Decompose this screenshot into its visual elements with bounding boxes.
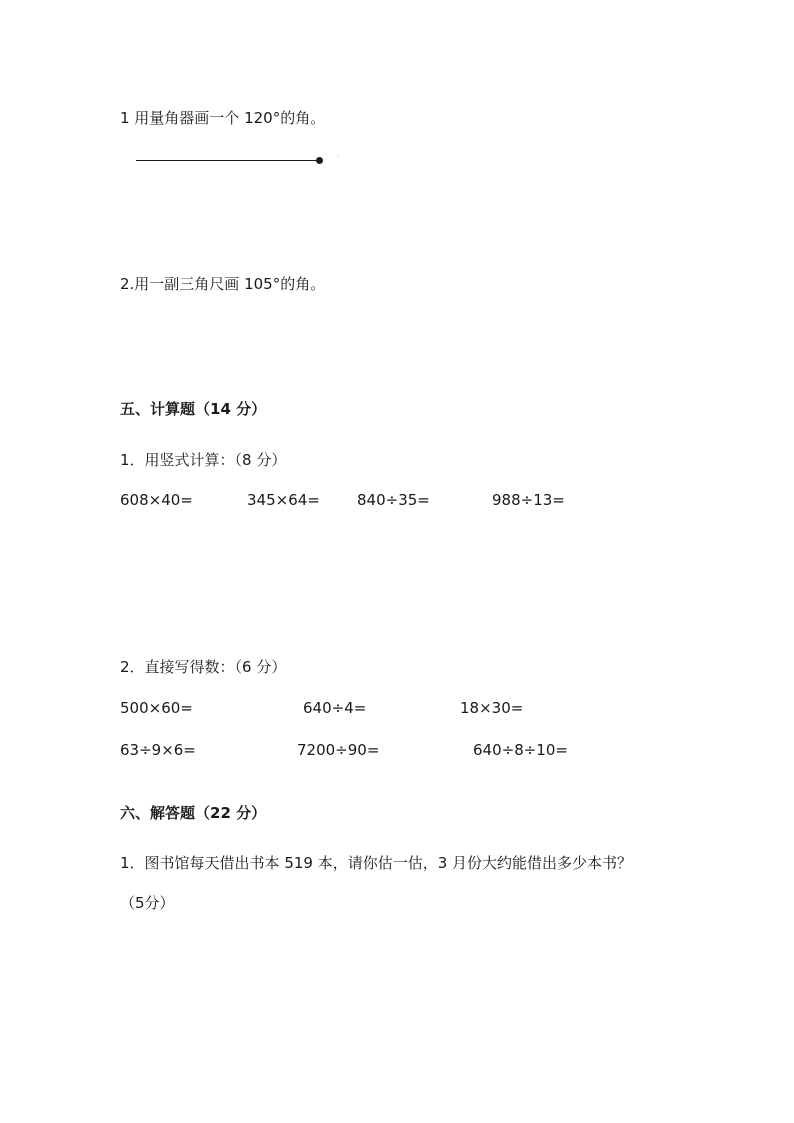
direct-calc-item: 640÷4= [303, 699, 367, 717]
section5-sub1-title: 1．用竖式计算：（8 分） [120, 451, 287, 469]
vertical-calc-item: 345×64= [247, 491, 320, 509]
direct-calc-item: 640÷8÷10= [473, 741, 568, 759]
faint-mark: ｀ [333, 154, 344, 167]
vertical-calc-item: 840÷35= [357, 491, 430, 509]
question-draw-105-angle: 2.用一副三角尺画 105°的角。 [120, 275, 326, 293]
vertical-calc-item: 608×40= [120, 491, 193, 509]
section6-title: 六、解答题（22 分） [120, 804, 267, 822]
section5-title: 五、计算题（14 分） [120, 400, 267, 418]
question-draw-120-angle: 1 用量角器画一个 120°的角。 [120, 109, 326, 127]
word-problem-line2: （5分） [120, 894, 175, 912]
angle-vertex-dot [316, 157, 323, 164]
direct-calc-item: 500×60= [120, 699, 193, 717]
section5-sub2-title: 2．直接写得数：（6 分） [120, 658, 287, 676]
angle-ray-line [136, 160, 320, 161]
direct-calc-item: 7200÷90= [297, 741, 380, 759]
direct-calc-item: 63÷9×6= [120, 741, 196, 759]
word-problem-line1: 1．图书馆每天借出书本 519 本，请你估一估，3 月份大约能借出多少本书？ [120, 854, 633, 872]
vertical-calc-item: 988÷13= [492, 491, 565, 509]
direct-calc-item: 18×30= [460, 699, 524, 717]
